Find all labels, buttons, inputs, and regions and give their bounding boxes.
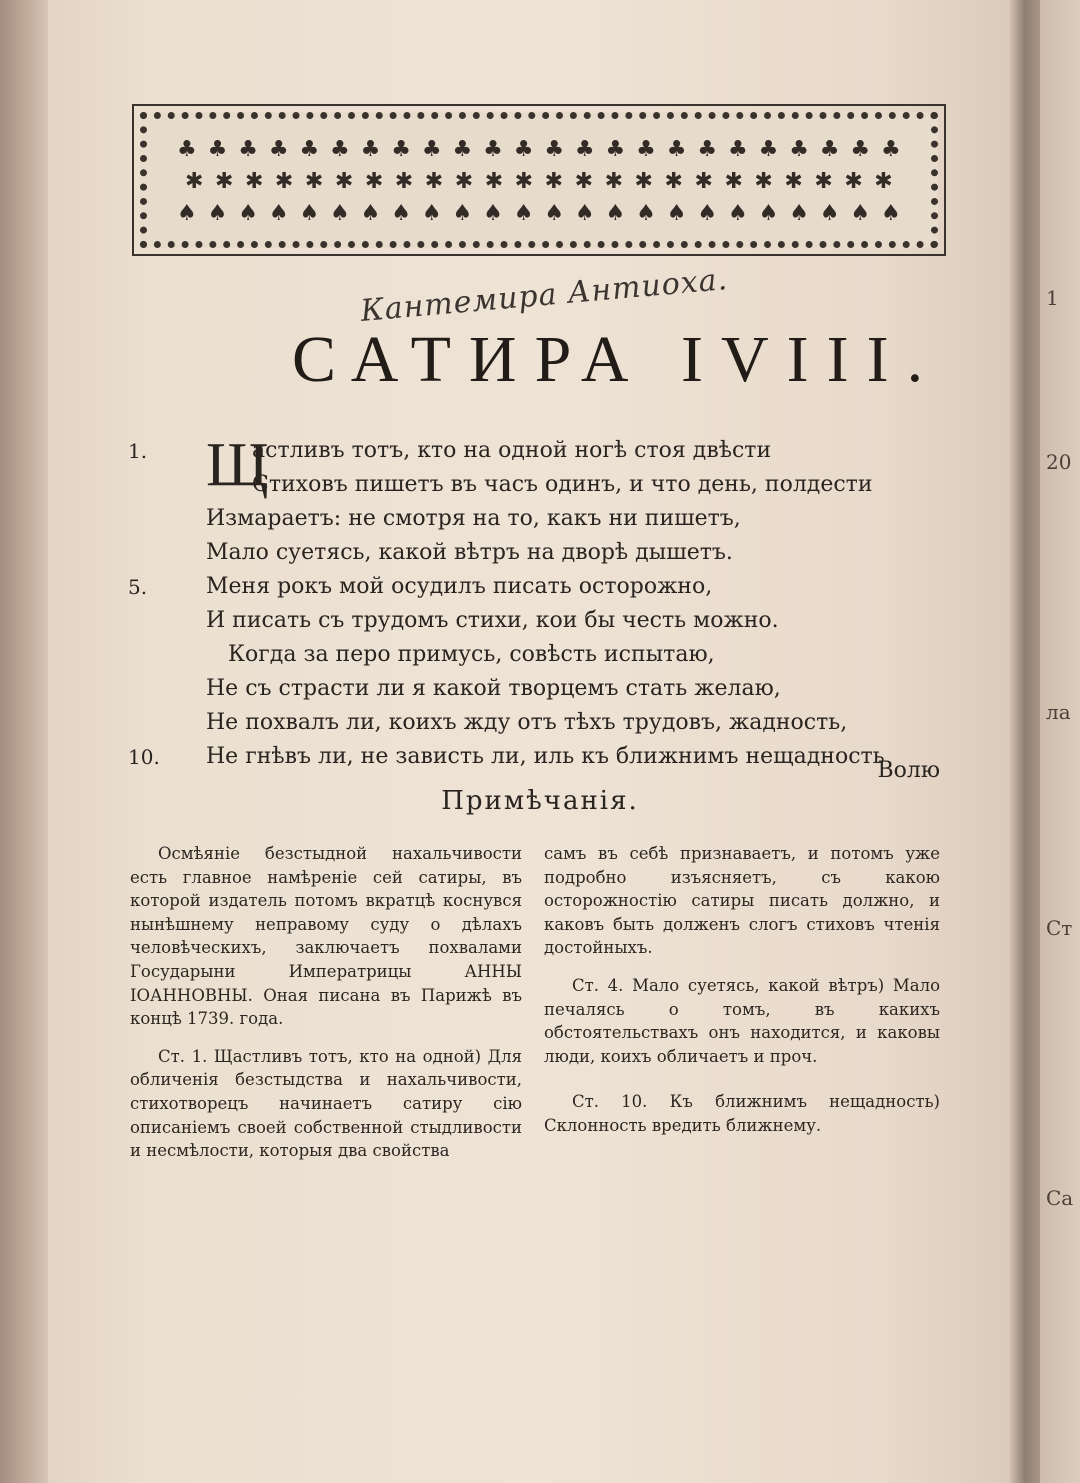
verse-line [128, 570, 948, 604]
ornament-glyph-icon: ♠ [697, 201, 718, 226]
ornament-glyph-icon: ♣ [360, 137, 381, 162]
ornament-glyph-icon: ♣ [789, 137, 809, 162]
ornament-glyph-icon: ♣ [177, 137, 197, 162]
page-title: САТИРА IVIII. [292, 323, 942, 396]
ornament-glyph-icon: ♠ [177, 201, 197, 226]
ornament-glyph-icon: ♣ [666, 137, 687, 162]
next-page-fragment: 1 [1046, 286, 1059, 310]
note-paragraph: Осмѣяніе безстыдной нахальчивости есть главное намѣреніе сей сатиры, въ которой издатель потомъ вкратцѣ коснувся нынѣшнему неправому суду о дѣлахъ человѣческихъ, заключаетъ похвалами Государыни Императрицы АННЫ ІОАННОВНЫ. Оная писана въ Парижѣ въ концѣ 1739. года. [130, 844, 522, 1029]
verse-text: И писать съ трудомъ стихи, кои бы честь можно. [206, 608, 779, 633]
ornament-glyph-icon: ♠ [452, 201, 473, 226]
ornament-glyph-icon: ✱ [484, 169, 504, 194]
ornament-glyph-icon: ✱ [274, 169, 294, 194]
note-paragraph: Ст. 4. Мало суетясь, какой вѣтръ) Мало печалясь о томъ, въ какихъ обстоятельствахъ онъ находится, и каковы люди, коихъ обличаетъ и проч. [544, 975, 940, 1066]
ornament-glyph-icon: ♠ [758, 201, 779, 226]
ornament-glyph-icon: ✱ [634, 169, 653, 194]
ornament-row-bottom [177, 203, 901, 225]
line-number: 1. [128, 439, 148, 463]
verse-line [128, 502, 948, 536]
ornament-glyph-icon: ♠ [666, 201, 687, 226]
ornament-glyph-icon: ✱ [244, 169, 264, 194]
ornament-glyph-icon: ♠ [727, 201, 748, 226]
verse-line [128, 604, 948, 638]
ornament-glyph-icon: ♠ [881, 201, 901, 226]
ornament-glyph-icon: ✱ [454, 169, 474, 194]
ornament-glyph-icon: ✱ [334, 169, 354, 194]
ornament-glyph-icon: ♠ [789, 201, 809, 226]
verse-line [128, 638, 948, 672]
notes-column-right [544, 842, 940, 1152]
ornament-glyph-icon: ♠ [819, 201, 840, 226]
note-paragraph: самъ въ себѣ признаваетъ, и потомъ уже подробно изъясняетъ, съ какою осторожностію сатиры писать должно, и каковъ быть долженъ слогъ стиховъ чтенія достойныхъ. [544, 844, 940, 958]
verse-line [128, 740, 948, 774]
ornament-glyph-icon: ♠ [268, 201, 289, 226]
ornament-glyph-icon: ♣ [819, 137, 840, 162]
ornament-glyph-icon: ♠ [544, 201, 565, 226]
verse-line [128, 536, 948, 570]
ornament-row-stars [185, 171, 893, 193]
ornament-glyph-icon: ♣ [544, 137, 565, 162]
ornament-glyph-icon: ✱ [424, 169, 444, 194]
line-number: 10. [128, 745, 160, 769]
ornament-glyph-icon: ♣ [268, 137, 289, 162]
ornament-glyph-icon: ♣ [697, 137, 718, 162]
verse-line [128, 706, 948, 740]
catchword: Волю [877, 758, 940, 783]
ornament-glyph-icon: ♣ [881, 137, 901, 162]
note-paragraph: Ст. 1. Щастливъ тотъ, кто на одной) Для обличенія безстыдства и нахальчивости, стихотворецъ начинаетъ сатиру сію описаніемъ своей собственной стыдливости и несмѣлости, которыя два свойства [130, 1046, 522, 1161]
ornament-glyph-icon: ♠ [299, 201, 320, 226]
ornament-glyph-icon: ♣ [605, 137, 626, 162]
ornament-glyph-icon: ✱ [364, 169, 384, 194]
verse-text: Не гнѣвъ ли, не зависть ли, иль къ ближнимъ нещадность [206, 744, 885, 769]
verse-text: Когда за перо примусь, совѣсть испытаю, [228, 642, 715, 667]
next-page-fragment: Са [1046, 1186, 1074, 1210]
ornament-glyph-icon: ♣ [299, 137, 320, 162]
ornament-glyph-icon: ♠ [207, 201, 228, 226]
ornament-glyph-icon: ✱ [724, 169, 743, 194]
ornament-glyph-icon: ♣ [574, 137, 595, 162]
ornament-glyph-icon: ♣ [330, 137, 350, 162]
ornament-glyph-icon: ♣ [727, 137, 748, 162]
verse-text: Измараетъ: не смотря на то, какъ ни пишетъ, [206, 506, 741, 531]
ornament-glyph-icon: ✱ [784, 169, 803, 194]
ornament-glyph-icon: ♠ [421, 201, 442, 226]
ornament-glyph-icon: ♠ [238, 201, 258, 226]
ornament-glyph-icon: ♠ [605, 201, 626, 226]
ornament-glyph-icon: ✱ [754, 169, 773, 194]
verse-text: Мало суетясь, какой вѣтръ на дворѣ дышетъ. [206, 540, 733, 565]
ornament-glyph-icon: ✱ [874, 169, 893, 194]
ornament-glyph-icon: ✱ [604, 169, 623, 194]
next-page-fragment: ла [1046, 700, 1071, 724]
ornament-glyph-icon: ♣ [207, 137, 228, 162]
ornament-glyph-icon: ✱ [814, 169, 833, 194]
next-page-fragment: 20 [1046, 450, 1072, 474]
ornament-glyph-icon: ✱ [844, 169, 863, 194]
ornament-glyph-icon: ✱ [304, 169, 324, 194]
drop-cap: Щ [206, 431, 269, 499]
notes-column-left [130, 842, 522, 1177]
note-paragraph: Ст. 10. Къ ближнимъ нещадность) Склонность вредить ближнему. [544, 1092, 940, 1135]
line-number: 5. [128, 575, 148, 599]
ornament-glyph-icon: ♠ [483, 201, 503, 226]
verse-text: Не похвалъ ли, коихъ жду отъ тѣхъ трудовъ, жадность, [206, 710, 848, 735]
notes-heading: Примѣчанія. [441, 786, 639, 816]
ornament-glyph-icon: ✱ [394, 169, 414, 194]
ornament-glyph-icon: ♣ [391, 137, 411, 162]
ornament-headpiece [132, 104, 946, 256]
ornament-glyph-icon: ♠ [360, 201, 381, 226]
ornament-glyph-icon: ✱ [574, 169, 594, 194]
ornament-glyph-icon: ♠ [850, 201, 871, 226]
ornament-glyph-icon: ♣ [483, 137, 503, 162]
ornament-glyph-icon: ♣ [238, 137, 258, 162]
left-page-edge [0, 0, 48, 1483]
verse-text: Стиховъ пишетъ въ часъ одинъ, и что день, полдести [252, 472, 873, 497]
ornament-glyph-icon: ♣ [636, 137, 656, 162]
ornament-glyph-icon: ♠ [513, 201, 534, 226]
verse-line [128, 672, 948, 706]
ornament-glyph-icon: ✱ [694, 169, 713, 194]
ornament-glyph-icon: ✱ [514, 169, 534, 194]
ornament-glyph-icon: ✱ [664, 169, 683, 194]
ornament-glyph-icon: ♣ [513, 137, 534, 162]
ornament-border [140, 112, 938, 248]
handwritten-annotation: Кантемира Антиоха. [359, 262, 730, 329]
verse-line [128, 468, 948, 502]
ornament-glyph-icon: ✱ [214, 169, 234, 194]
ornament-glyph-icon: ✱ [544, 169, 564, 194]
verse-text: Меня рокъ мой осудилъ писать осторожно, [206, 574, 713, 599]
ornament-glyph-icon: ♠ [391, 201, 411, 226]
ornament-glyph-icon: ✱ [185, 169, 204, 194]
book-gutter [1010, 0, 1040, 1483]
ornament-glyph-icon: ♠ [330, 201, 350, 226]
ornament-glyph-icon: ♣ [758, 137, 779, 162]
ornament-glyph-icon: ♠ [574, 201, 595, 226]
next-page-fragment: Ст [1046, 916, 1073, 940]
verse-text: астливъ тотъ, кто на одной ногѣ стоя двѣсти [252, 438, 772, 463]
verse-text: Не съ страсти ли я какой творцемъ стать желаю, [206, 676, 781, 701]
ornament-glyph-icon: ♠ [636, 201, 656, 226]
next-page-edge [1040, 0, 1080, 1483]
ornament-row-top [177, 139, 901, 161]
ornament-glyph-icon: ♣ [850, 137, 871, 162]
ornament-glyph-icon: ♣ [452, 137, 473, 162]
ornament-glyph-icon: ♣ [421, 137, 442, 162]
